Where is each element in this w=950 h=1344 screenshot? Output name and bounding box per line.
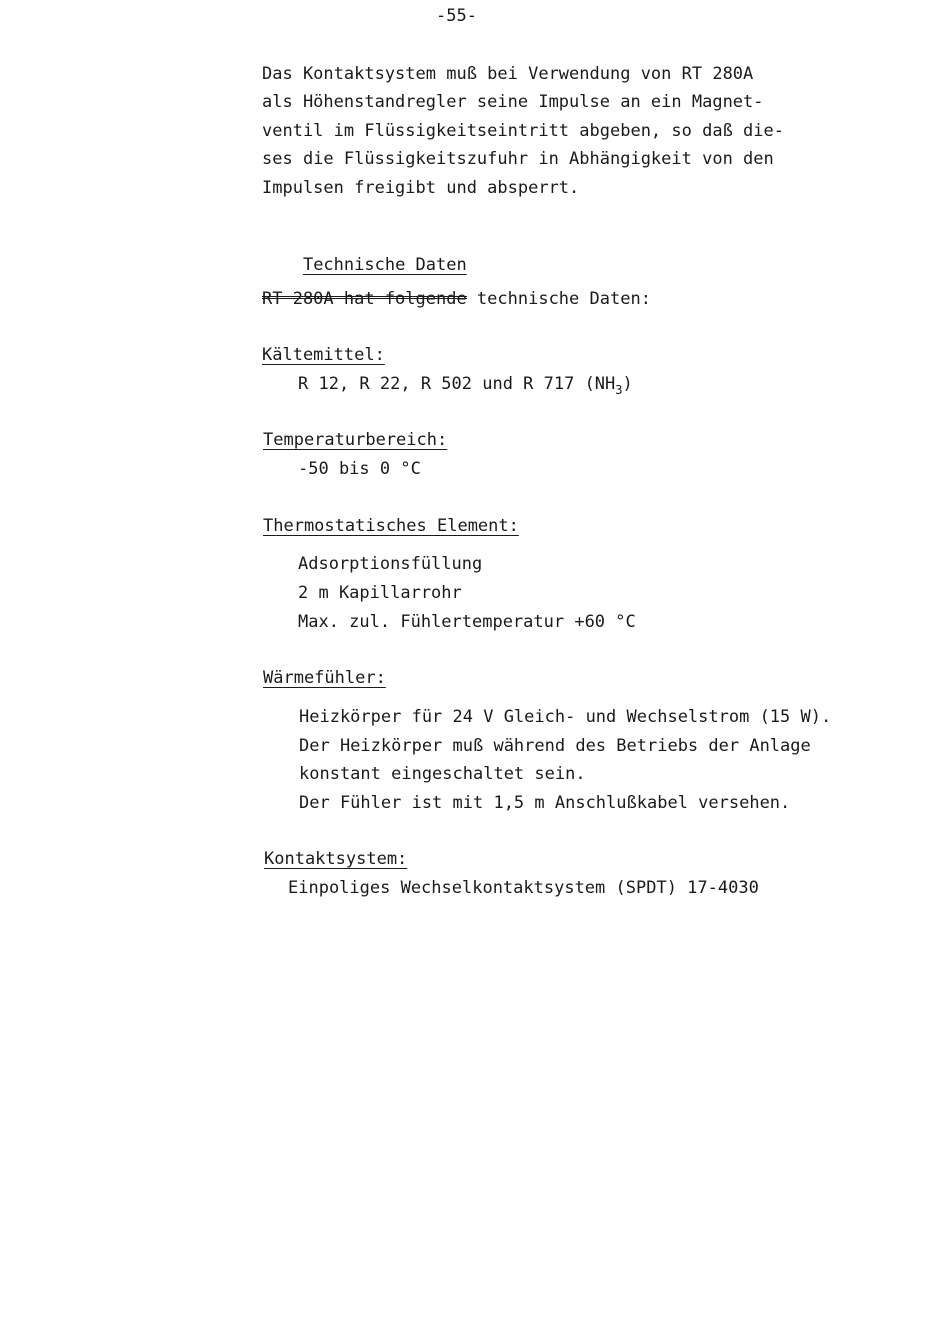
kaeltemittel-heading: Kältemittel: (262, 345, 385, 365)
thermostatisches-element-heading: Thermostatisches Element: (263, 516, 519, 536)
intro-line-5: Impulsen freigibt und absperrt. (262, 178, 580, 198)
thermostatisches-element-line-2: 2 m Kapillarrohr (298, 583, 462, 603)
thermostatisches-element-line-1: Adsorptionsfüllung (298, 554, 483, 574)
temperaturbereich-value: -50 bis 0 °C (298, 459, 421, 479)
intro-line-4: ses die Flüssigkeitszufuhr in Abhängigkeit von den (262, 149, 774, 169)
technische-daten-lead: RT 280A hat folgende technische Daten: (262, 289, 651, 309)
kaeltemittel-close: ) (622, 374, 633, 394)
temperaturbereich-heading: Temperaturbereich: (263, 430, 448, 450)
page-number: -55- (436, 6, 477, 26)
waermefuehler-line-1: Heizkörper für 24 V Gleich- und Wechselstrom (15 W). (299, 707, 832, 727)
intro-line-1: Das Kontaktsystem muß bei Verwendung von RT 280A (262, 64, 754, 84)
kaeltemittel-value-line (298, 374, 633, 397)
intro-line-3: ventil im Flüssigkeitseintritt abgeben, so daß die- (262, 121, 784, 141)
kontaktsystem-value: Einpoliges Wechselkontaktsystem (SPDT) 17-4030 (288, 878, 759, 898)
waermefuehler-line-2: Der Heizkörper muß während des Betriebs der Anlage (299, 736, 811, 756)
intro-line-2: als Höhenstandregler seine Impulse an ein Magnet- (262, 92, 764, 112)
kaeltemittel-value: R 12, R 22, R 502 und R 717 (NH (298, 374, 616, 394)
kontaktsystem-heading: Kontaktsystem: (264, 849, 408, 869)
technische-daten-heading: Technische Daten (302, 255, 467, 275)
waermefuehler-line-3: konstant eingeschaltet sein. (299, 764, 586, 784)
thermostatisches-element-line-3: Max. zul. Fühlertemperatur +60 °C (298, 612, 636, 632)
waermefuehler-heading: Wärmefühler: (263, 668, 386, 688)
kaeltemittel-subscript: 3 (615, 383, 623, 397)
waermefuehler-line-4: Der Fühler ist mit 1,5 m Anschlußkabel versehen. (299, 793, 791, 813)
